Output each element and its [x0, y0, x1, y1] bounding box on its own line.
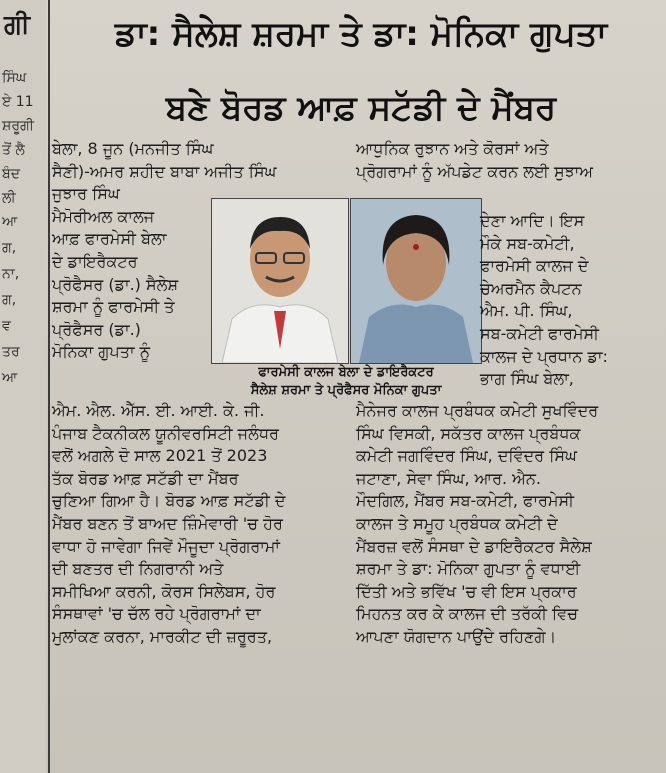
article-right-column-top [356, 138, 662, 183]
text-line: ਸਮੀਖਿਆ ਕਰਨੀ, ਕੋਰਸ ਸਿਲੇਬਸ, ਹੋਰ [52, 581, 276, 601]
text-line: ਸੈਣੀ)-ਅਮਰ ਸ਼ਹੀਦ ਬਾਬਾ ਅਜੀਤ ਸਿੰਘ [52, 161, 277, 181]
text-line: ਕਮੇਟੀ ਜਗਵਿੰਦਰ ਸਿੰਘ, ਦਵਿੰਦਰ ਸਿੰਘ [356, 446, 577, 466]
text-line: ਮੋਨਿਕਾ ਗੁਪਤਾ ਨੂੰ [52, 342, 151, 362]
margin-line: ਗ, [2, 292, 17, 308]
text-line: ਸਿੰਘ ਵਿਸਕੀ, ਸਕੱਤਰ ਕਾਲਜ ਪ੍ਰਬੰਧਕ [356, 423, 581, 443]
margin-line: ਨਾ, [2, 266, 20, 282]
text-line: ਮੈਂਬਰਜ਼ ਵਲੋਂ ਸੰਸਥਾ ਦੇ ਡਾਇਰੈਕਟਰ ਸੈਲੇਸ਼ [356, 536, 592, 556]
text-line: ਸੰਸਥਾਵਾਂ 'ਚ ਚੱਲ ਰਹੇ ਪ੍ਰੋਗਰਾਮਾਂ ਦਾ [52, 604, 261, 624]
text-line: ਦੇ ਡਾਇਰੈਕਟਰ [52, 251, 138, 271]
text-line: ਬੇਲਾ, 8 ਜੂਨ (ਮਨਜੀਤ ਸਿੰਘ [52, 139, 214, 158]
margin-line: ਸਿੰਘ [2, 70, 27, 86]
text-line: ਦੀ ਬਣਤਰ ਦੀ ਨਿਗਰਾਨੀ ਅਤੇ [52, 559, 224, 579]
margin-line: ਲੀ [2, 190, 16, 206]
text-line: ਕਾਲਜ ਤੇ ਸਮੂਹ ਪ੍ਰਬੰਧਕ ਕਮੇਟੀ ਦੇ [356, 513, 558, 533]
margin-line: ਆ [2, 370, 18, 386]
text-line: ਭਾਗ ਸਿੰਘ ਬੇਲਾ, [480, 369, 574, 389]
text-line: ਆਪਣਾ ਯੋਗਦਾਨ ਪਾਉਂਦੇ ਰਹਿਣਗੇ। [356, 626, 557, 646]
text-line: ਜਟਾਣਾ, ਸੇਵਾ ਸਿੰਘ, ਆਰ. ਐਨ. [356, 468, 541, 488]
photo-dr-sailesh-sharma [211, 198, 349, 364]
margin-line: ਬੰਦ [2, 166, 21, 182]
text-line: ਪ੍ਰੋਗਰਾਮਾਂ ਨੂੰ ਅੱਪਡੇਟ ਕਰਨ ਲਈ ਸੁਝਾਅ [356, 161, 594, 181]
margin-line: ਤਰ [2, 344, 20, 360]
text-line: ਆਫ਼ ਫਾਰਮੇਸੀ ਬੇਲਾ [52, 229, 167, 249]
text-line: ਮੌਦਗਿਲ, ਮੈਂਬਰ ਸਬ-ਕਮੇਟੀ, ਫਾਰਮੇਸੀ [356, 491, 574, 511]
text-line: ਮੈਂਬਰ ਬਣਨ ਤੋਂ ਬਾਅਦ ਜ਼ਿੰਮੇਵਾਰੀ 'ਚ ਹੋਰ [52, 513, 283, 533]
text-line: ਦਿੱਤੀ ਅਤੇ ਭਵਿੱਖ 'ਚ ਵੀ ਇਸ ਪ੍ਰਕਾਰ [356, 581, 577, 601]
caption-line: ਸੈਲੇਸ਼ ਸ਼ਰਮਾ ਤੇ ਪ੍ਰੋਫੈਸਰ ਮੋਨਿਕਾ ਗੁਪਤਾ [250, 383, 442, 398]
text-line: ਐਮ. ਪੀ. ਸਿੰਘ, [480, 301, 573, 321]
text-line: ਵਾਧਾ ਹੋ ਜਾਵੇਗਾ ਜਿਵੇਂ ਮੌਜੂਦਾ ਪ੍ਰੋਗਰਾਮਾਂ [52, 536, 280, 556]
text-line: ਪ੍ਰੋਫੈਸਰ (ਡਾ.) [52, 319, 141, 339]
text-line: ਤੱਕ ਬੋਰਡ ਆਫ਼ ਸਟੱਡੀ ਦਾ ਮੈਂਬਰ [52, 468, 239, 488]
text-line: ਆਧੁਨਿਕ ਰੁਝਾਨ ਅਤੇ ਕੋਰਸਾਂ ਅਤੇ [356, 139, 549, 158]
adjacent-column-fragment [0, 0, 46, 773]
text-line: ਕਾਲਜ ਦੇ ਪ੍ਰਧਾਨ ਡਾ: [480, 346, 608, 366]
article-left-column-bottom [52, 400, 348, 649]
text-line: ਮਿਹਨਤ ਕਰ ਕੇ ਕਾਲਜ ਦੀ ਤਰੱਕੀ ਵਿਚ [356, 604, 579, 624]
article-right-column-side [480, 210, 662, 391]
margin-line: ਗ, [2, 240, 17, 256]
text-line: ਸਬ-ਕਮੇਟੀ ਫਾਰਮੇਸੀ [480, 323, 599, 343]
text-line: ਜੁਝਾਰ ਸਿੰਘ [52, 184, 120, 204]
text-line: ਪ੍ਰੋਫੈਸਰ (ਡਾ.) ਸੈਲੇਸ਼ [52, 274, 179, 294]
adjacent-headline-fragment: ਗੀ [4, 10, 30, 40]
photo-caption [211, 364, 481, 400]
column-divider [48, 0, 50, 773]
text-line: ਮੈਮੋਰੀਅਲ ਕਾਲਜ [52, 206, 155, 226]
margin-line: ਤੋਂ ਲੈ [2, 142, 25, 158]
margin-line: ਆ [2, 214, 18, 230]
text-line: ਮੁਲਾਂਕਣ ਕਰਨਾ, ਮਾਰਕੀਟ ਦੀ ਜ਼ਰੂਰਤ, [52, 626, 273, 646]
text-line: ਸ਼ਰਮਾ ਤੇ ਡਾ: ਮੋਨਿਕਾ ਗੁਪਤਾ ਨੂੰ ਵਧਾਈ [356, 559, 581, 579]
margin-line: ਸ਼ਰੂਗੀ [2, 118, 34, 134]
text-line: ਮੈਨੇਜਰ ਕਾਲਜ ਪ੍ਰਬੰਧਕ ਕਮੇਟੀ ਸੁਖਵਿੰਦਰ [356, 401, 599, 420]
text-line: ਫਾਰਮੇਸੀ ਕਾਲਜ ਦੇ [480, 256, 589, 276]
headline-line-2: ਬਣੇ ਬੋਰਡ ਆਫ਼ ਸਟੱਡੀ ਦੇ ਮੈਂਬਰ [165, 88, 557, 128]
headline-line-1: ਡਾ: ਸੈਲੇਸ਼ ਸ਼ਰਮਾ ਤੇ ਡਾ: ਮੋਨਿਕਾ ਗੁਪਤਾ [114, 14, 608, 54]
text-line: ਐਮ. ਐਲ. ਐੱਸ. ਈ. ਆਈ. ਕੇ. ਜੀ. [52, 401, 265, 420]
text-line: ਸ਼ਰਮਾ ਨੂੰ ਫਾਰਮੇਸੀ ਤੇ [52, 297, 175, 317]
margin-line: ਏ 11 [2, 94, 34, 110]
text-line: ਚੁਣਿਆ ਗਿਆ ਹੈ। ਬੋਰਡ ਆਫ਼ ਸਟੱਡੀ ਦੇ [52, 491, 286, 511]
text-line: ਮੌਕੇ ਸਬ-ਕਮੇਟੀ, [480, 233, 575, 253]
text-line: ਚੇਅਰਮੈਨ ਕੈਪਟਨ [480, 278, 582, 298]
caption-line: ਫਾਰਮੇਸੀ ਕਾਲਜ ਬੇਲਾ ਦੇ ਡਾਇਰੈਕਟਰ [258, 365, 434, 380]
photo-prof-monika-gupta [350, 198, 482, 364]
text-line: ਵਲੋਂ ਅਗਲੇ ਦੋ ਸਾਲ 2021 ਤੋਂ 2023 [52, 446, 268, 466]
margin-line: ਵ [2, 318, 11, 334]
article-right-column-bottom [356, 400, 662, 649]
text-line: ਦੇਣਾ ਆਦਿ। ਇਸ [480, 211, 585, 230]
text-line: ਪੰਜਾਬ ਟੈਕਨੀਕਲ ਯੂਨੀਵਰਸਿਟੀ ਜਲੰਧਰ [52, 423, 279, 443]
